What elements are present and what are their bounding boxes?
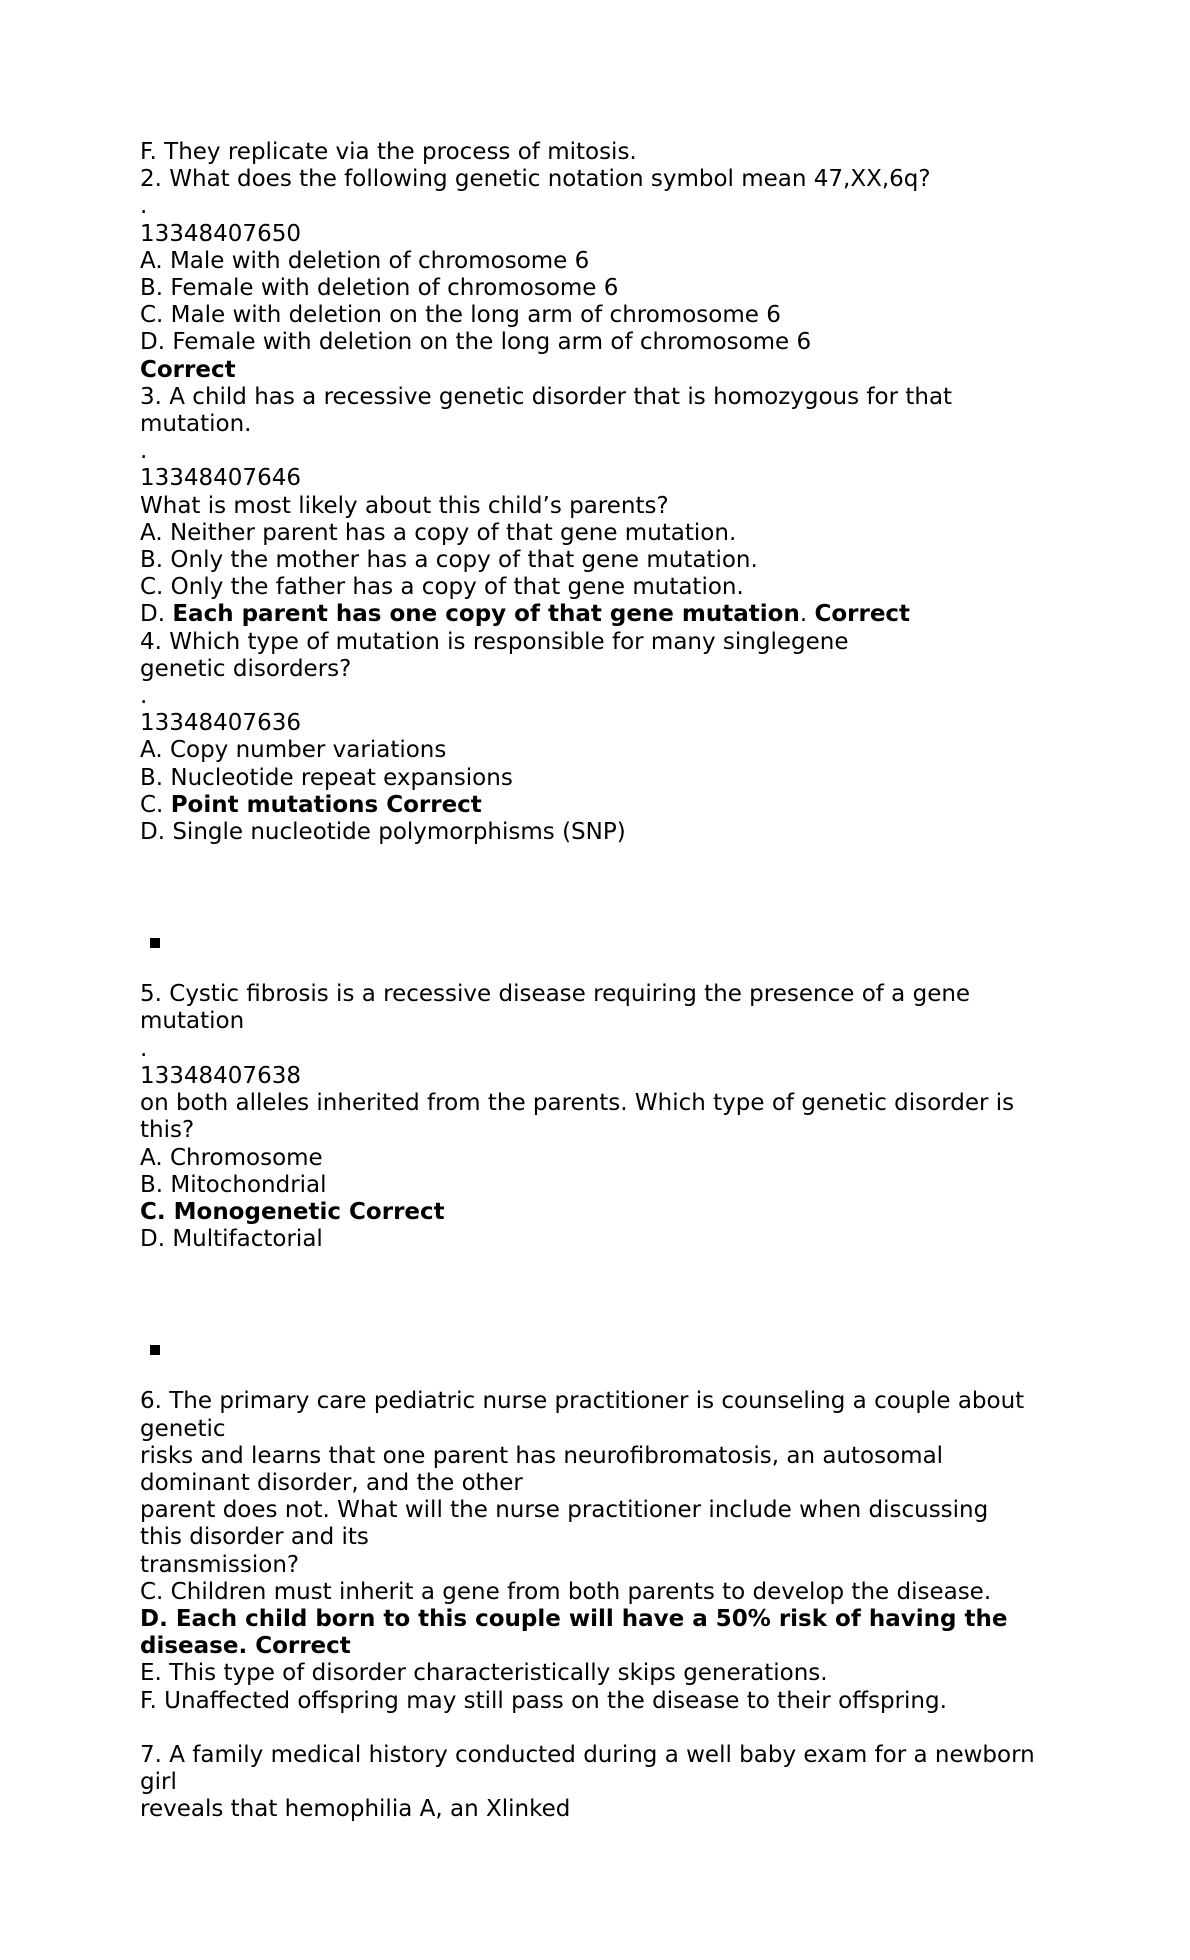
q6-option-e: E. This type of disorder characteristically skips generations. bbox=[140, 1660, 828, 1687]
q5-option-d: D. Multifactorial bbox=[140, 1226, 323, 1253]
q5-option-c-answer: C. Monogenetic Correct bbox=[140, 1198, 445, 1225]
q3-option-a: A. Neither parent has a copy of that gene mutation. bbox=[140, 519, 737, 546]
bullet-separator-2 bbox=[140, 1334, 1060, 1361]
q2-dot: . bbox=[140, 193, 148, 220]
q4-answer-prefix: C. bbox=[140, 791, 171, 818]
q3-id: 13348407646 bbox=[140, 465, 301, 492]
q4-option-b: B. Nucleotide repeat expansions bbox=[140, 764, 513, 791]
q6-line: risks and learns that one parent has neurofibromatosis, an autosomal bbox=[140, 1442, 944, 1469]
q4-option-a: A. Copy number variations bbox=[140, 737, 447, 764]
square-bullet-icon bbox=[150, 1345, 160, 1355]
q4-question-line2: genetic disorders? bbox=[140, 655, 352, 682]
q3-answer-text: Each parent has one copy of that gene mutation bbox=[172, 601, 800, 628]
q2-option-a: A. Male with deletion of chromosome 6 bbox=[140, 247, 590, 274]
q2-option-c: C. Male with deletion on the long arm of chromosome 6 bbox=[140, 302, 781, 329]
q3-stem: What is most likely about this child’s parents? bbox=[140, 492, 669, 519]
q6-answer-line1: D. Each child born to this couple will have a 50% risk of having the bbox=[140, 1605, 1008, 1632]
q2-option-b: B. Female with deletion of chromosome 6 bbox=[140, 275, 619, 302]
q2-option-d: D. Female with deletion on the long arm of chromosome 6 bbox=[140, 329, 812, 356]
q3-verdict: Correct bbox=[814, 601, 911, 628]
q3-question-line1: 3. A child has a recessive genetic disorder that is homozygous for that bbox=[140, 383, 953, 410]
q6-line: parent does not. What will the nurse practitioner include when discussing bbox=[140, 1497, 989, 1524]
q4-answer-text: Point mutations Correct bbox=[170, 791, 482, 818]
q7-line: reveals that hemophilia A, an Xlinked bbox=[140, 1796, 571, 1823]
question-6 bbox=[140, 1388, 1060, 1714]
q3-option-c: C. Only the father has a copy of that gene mutation. bbox=[140, 574, 744, 601]
q4-option-d: D. Single nucleotide polymorphisms (SNP) bbox=[140, 819, 626, 846]
q3-answer-prefix: D. bbox=[140, 601, 173, 628]
q3-answer-separator: . bbox=[799, 601, 815, 628]
q4-question-line1: 4. Which type of mutation is responsible for many singlegene bbox=[140, 628, 849, 655]
q4-option-c bbox=[140, 792, 1060, 819]
q2-verdict: Correct bbox=[140, 356, 236, 383]
q1-option-f: F. They replicate via the process of mitosis. bbox=[140, 139, 637, 165]
question-2 bbox=[140, 166, 1060, 384]
q2-question: 2. What does the following genetic notation symbol mean 47,XX,6q? bbox=[140, 166, 931, 193]
q5-option-a: A. Chromosome bbox=[140, 1144, 323, 1171]
question-3 bbox=[140, 384, 1060, 629]
q6-answer-line2: disease. Correct bbox=[140, 1633, 351, 1660]
question-4 bbox=[140, 629, 1060, 847]
q7-line: girl bbox=[140, 1769, 177, 1796]
q4-dot: . bbox=[140, 683, 148, 710]
q5-question-line2: mutation bbox=[140, 1008, 245, 1035]
q6-line: this disorder and its bbox=[140, 1524, 369, 1551]
q4-id: 13348407636 bbox=[140, 710, 301, 737]
q5-stem-line1: on both alleles inherited from the parents. Which type of genetic disorder is bbox=[140, 1090, 1015, 1117]
q3-option-b: B. Only the mother has a copy of that gene mutation. bbox=[140, 547, 758, 574]
q5-dot: . bbox=[140, 1035, 148, 1062]
q5-stem-line2: this? bbox=[140, 1117, 195, 1144]
q5-id: 13348407638 bbox=[140, 1062, 301, 1089]
q2-id: 13348407650 bbox=[140, 220, 301, 247]
q7-line: 7. A family medical history conducted during a well baby exam for a newborn bbox=[140, 1741, 1035, 1768]
q3-question-line2: mutation. bbox=[140, 411, 252, 438]
bullet-separator-1 bbox=[140, 927, 1060, 954]
question-5 bbox=[140, 981, 1060, 1253]
question-7 bbox=[140, 1742, 1060, 1824]
square-bullet-icon bbox=[150, 938, 160, 948]
q6-line: dominant disorder, and the other bbox=[140, 1469, 523, 1496]
q5-option-b: B. Mitochondrial bbox=[140, 1171, 327, 1198]
q6-line: genetic bbox=[140, 1415, 226, 1442]
q6-line: transmission? bbox=[140, 1551, 300, 1578]
q3-dot: . bbox=[140, 438, 148, 465]
q6-option-c: C. Children must inherit a gene from both parents to develop the disease. bbox=[140, 1578, 992, 1605]
q6-line: 6. The primary care pediatric nurse practitioner is counseling a couple about bbox=[140, 1388, 1025, 1415]
document-page bbox=[140, 139, 1060, 1824]
q6-option-f: F. Unaffected offspring may still pass on the disease to their offspring. bbox=[140, 1687, 947, 1714]
q3-option-d bbox=[140, 601, 1060, 628]
q5-question-line1: 5. Cystic fibrosis is a recessive disease requiring the presence of a gene bbox=[140, 981, 971, 1008]
